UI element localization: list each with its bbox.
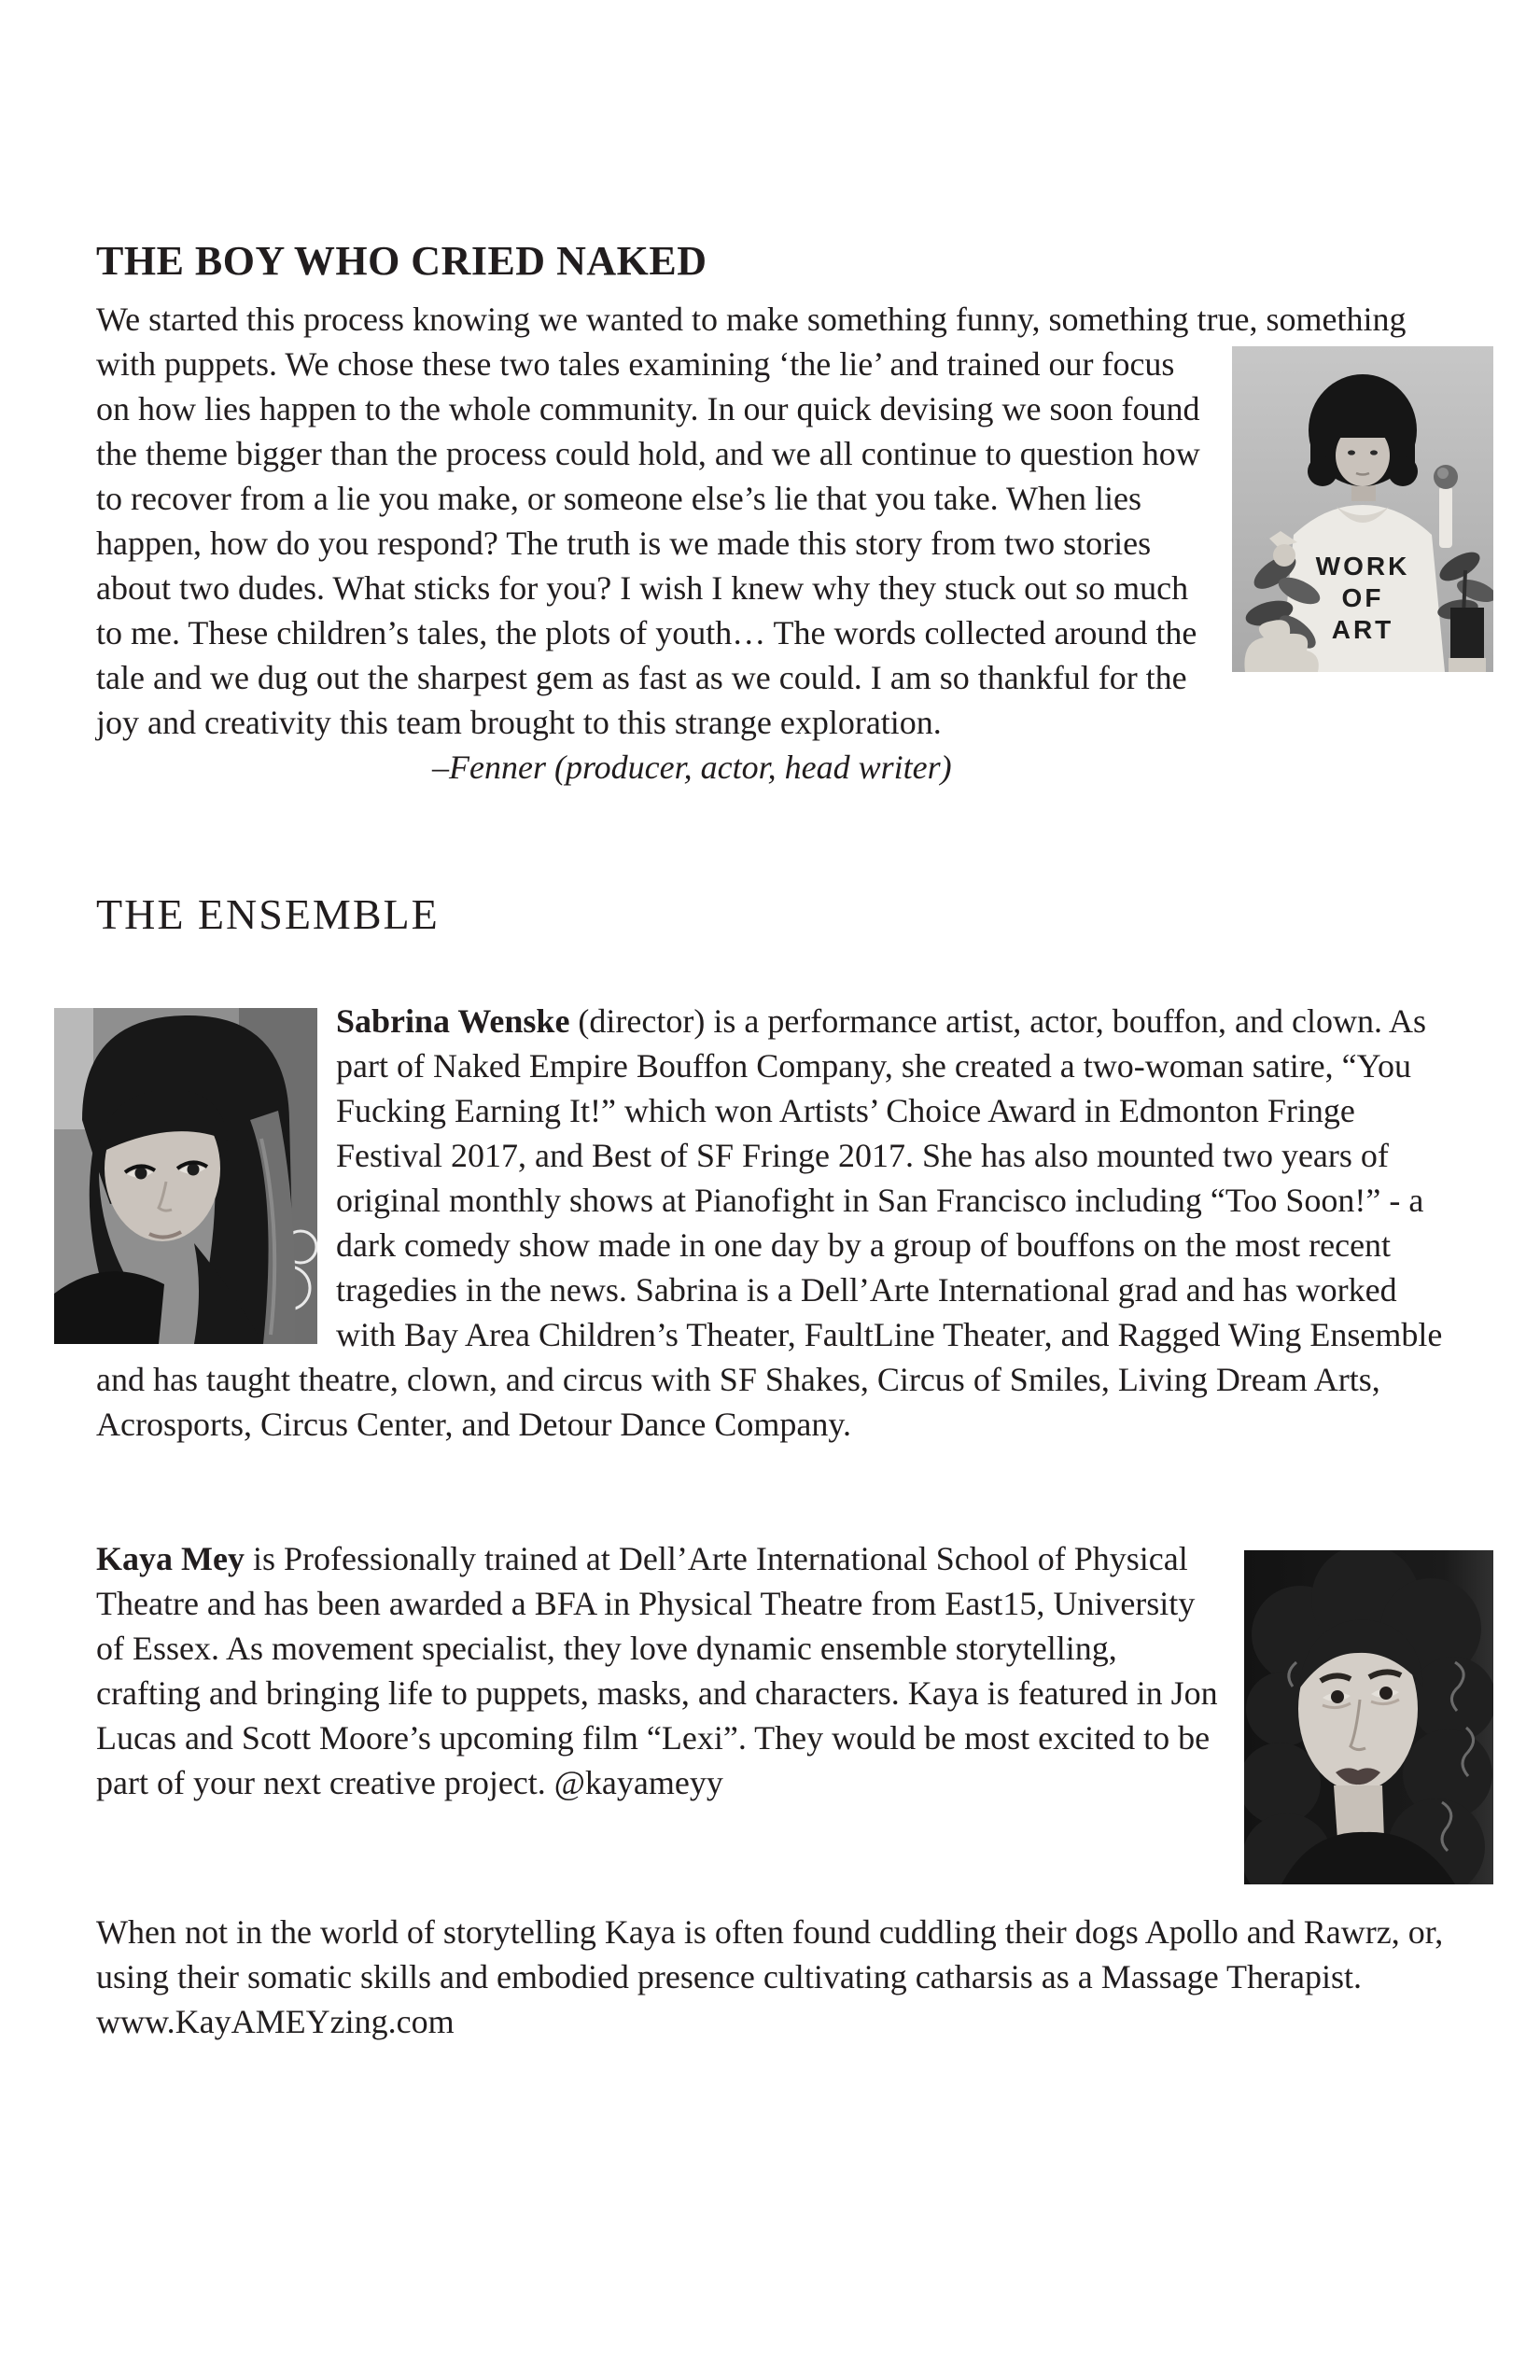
neck xyxy=(1334,1785,1384,1840)
ensemble-heading: THE ENSEMBLE xyxy=(96,890,440,938)
arm-warmer xyxy=(1450,608,1484,660)
sabrina-wenske-photo xyxy=(54,1008,317,1344)
shirt-text-line3: ART xyxy=(1331,615,1394,644)
bangs xyxy=(1329,400,1396,438)
member-bio-sabrina xyxy=(96,999,1444,1447)
cuff xyxy=(1449,658,1486,672)
left-eye xyxy=(1348,450,1355,455)
member-bio-kaya xyxy=(96,1536,1444,1805)
shirt-text-line2: OF xyxy=(1341,583,1384,612)
page-title: THE BOY WHO CRIED NAKED xyxy=(96,238,707,284)
candle-icon xyxy=(1439,486,1452,548)
member-name-sabrina: Sabrina Wenske xyxy=(336,1002,570,1040)
outro-paragraph: When not in the world of storytelling Kaya is often found cuddling their dogs Apollo and Rawrz, or, using their somatic skills and embodied presence cultivating catharsis as a Massage Therapist. www.KayAMEYzing.com xyxy=(96,1913,1444,2040)
sabrina-portrait-illustration xyxy=(54,1008,317,1344)
fenner-portrait-photo xyxy=(1232,297,1493,672)
shirt-text-line1: WORK xyxy=(1315,552,1410,581)
intro-paragraph xyxy=(96,297,1444,790)
fenner-portrait-illustration xyxy=(1232,346,1493,672)
intro-body-text: We started this process knowing we wanted to make something funny, something true, something with puppets. We chose these two tales examining ‘the lie’ and trained our focus on how lies happen to the whole community. In our quick devising we soon found the theme bigger than the process could hold, and we all continue to question how to recover from a lie you make, or someone else’s lie that you take. When lies happen, how do you respond? The truth is we made this story from two stories about two dudes. What sticks for you? I wish I knew why they stuck out so much to me. These children’s tales, the plots of youth… The words collected around the tale and we dug out the sharpest gem as fast as we could. I am so thankful for the joy and creativity this team brought to this strange exploration. xyxy=(96,301,1407,741)
member-bio-text-kaya: is Professionally trained at Dell’Arte International School of Physical Theatre and has been awarded a BFA in Physical Theatre from East15, University of Essex. As movement specialist, they love dynamic ensemble storytelling, crafting and bringing life to puppets, masks, and characters. Kaya is featured in Jon Lucas and Scott Moore’s upcoming film “Lexi”. They would be most excited to be part of your next creative project. @kayameyy xyxy=(96,1540,1218,1801)
member-name-kaya: Kaya Mey xyxy=(96,1540,245,1577)
intro-attribution: –Fenner (producer, actor, head writer) xyxy=(432,749,952,786)
kaya-portrait-illustration xyxy=(1244,1550,1493,1884)
right-eye xyxy=(1370,450,1378,455)
kaya-mey-photo xyxy=(1244,1550,1493,1884)
member-bio-text-sabrina: (director) is a performance artist, actor, bouffon, and clown. As part of Naked Empire Bouffon Company, she created a two-woman satire, “You Fucking Earning It!” which won Artists’ Choice Award in Edmonton Fringe Festival 2017, and Best of SF Fringe 2017. She has also mounted two years of original monthly shows at Pianofight in San Francisco including “Too Soon!” - a dark comedy show made in one day by a group of bouffons on the most recent tragedies in the news. Sabrina is a Dell’Arte International grad and has worked with Bay Area Children’s Theater, FaultLine Theater, and Ragged Wing Ensemble and has taught theatre, clown, and circus with SF Shakes, Circus of Smiles, Living Dream Arts, Acrosports, Circus Center, and Detour Dance Company. xyxy=(96,1002,1443,1443)
